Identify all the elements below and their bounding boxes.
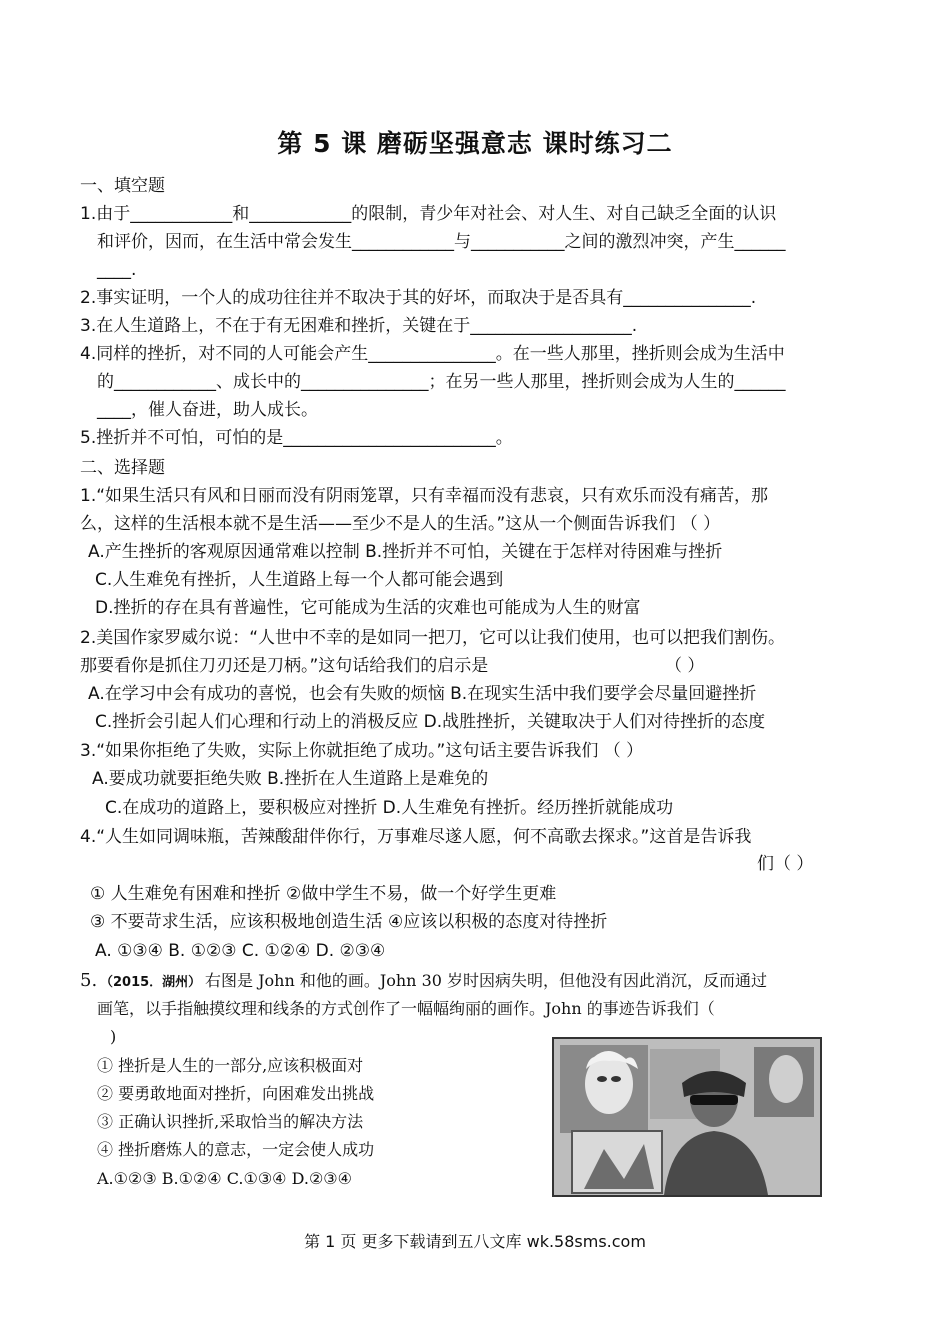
fill-q4-line1: 4.同样的挫折，对不同的人可能会产生_______________。在一些人那里，挫折则会成为生活中 (80, 344, 785, 364)
fill-q4-line3: ____，催人奋进，助人成长。 (97, 400, 318, 420)
choice-q1-option-d: D.挫折的存在具有普遍性，它可能成为生活的灾难也可能成为人生的财富 (95, 598, 641, 618)
fill-q4-line2: 的____________、成长中的_______________；在另一些人那里，挫折则会成为人生的______ (97, 372, 786, 392)
section-heading-fill-blank: 一、填空题 (80, 176, 165, 196)
choice-q5-number: 5. (80, 970, 98, 991)
choice-q2-answer-paren: （ ） (665, 656, 705, 676)
fill-q3: 3.在人生道路上，不在于有无困难和挫折，关键在于___________________. (80, 316, 638, 336)
choice-q1-options-ab: A.产生挫折的客观原因通常难以控制 B.挫折并不可怕，关键在于怎样对待困难与挫折 (88, 542, 723, 562)
john-photo-illustration (554, 1039, 820, 1195)
choice-q2-line2: 那要看你是抓住刀刃还是刀柄。”这句话给我们的启示是 (80, 656, 489, 676)
choice-q5-item1: ① 挫折是人生的一部分,应该积极面对 (97, 1056, 364, 1075)
choice-q4-items-34: ③ 不要苛求生活，应该积极地创造生活 ④应该以积极的态度对待挫折 (90, 912, 608, 932)
choice-q3-line1: 3.“如果你拒绝了失败，实际上你就拒绝了成功。”这句话主要告诉我们 （ ） (80, 741, 644, 761)
choice-q3-options-ab: A.要成功就要拒绝失败 B.挫折在人生道路上是难免的 (92, 769, 489, 789)
choice-q5-item2: ② 要勇敢地面对挫折，向困难发出挑战 (97, 1084, 375, 1103)
choice-q4-items-12: ① 人生难免有困难和挫折 ②做中学生不易，做一个好学生更难 (90, 884, 557, 904)
choice-q2-options-ab: A.在学习中会有成功的喜悦，也会有失败的烦恼 B.在现实生活中我们要学会尽量回避挫折 (88, 684, 757, 704)
page-footer: 第 1 页 更多下载请到五八文库 wk.58sms.com (304, 1232, 646, 1251)
fill-q1-line1: 1.由于____________和____________的限制，青少年对社会、对人生、对自己缺乏全面的认识 (80, 204, 777, 224)
section-heading-multiple-choice: 二、选择题 (80, 458, 165, 478)
fill-q2: 2.事实证明，一个人的成功往往并不取决于其的好坏，而取决于是否具有_______________. (80, 288, 757, 308)
choice-q5-item3: ③ 正确认识挫折,采取恰当的解决方法 (97, 1112, 364, 1131)
fill-q1-line3: ____. (97, 260, 137, 280)
fill-q1-line2: 和评价，因而，在生活中常会发生____________与___________之间的激烈冲突，产生______ (97, 232, 786, 252)
choice-q5-item4: ④ 挫折磨炼人的意志，一定会使人成功 (97, 1140, 375, 1159)
choice-q1-line2: 么，这样的生活根本就不是生活——至少不是人的生活。”这从一个侧面告诉我们 （ ） (80, 514, 721, 534)
choice-q5-line2: 画笔，以手指触摸纹理和线条的方式创作了一幅幅绚丽的画作。John 的事迹告诉我们（ (97, 999, 715, 1018)
choice-q4-options: A. ①③④ B. ①②③ C. ①②④ D. ②③④ (95, 941, 386, 961)
choice-q3-options-cd: C.在成功的道路上，要积极应对挫折 D.人生难免有挫折。经历挫折就能成功 (105, 798, 674, 818)
fill-q5: 5.挫折并不可怕，可怕的是_________________________。 (80, 428, 513, 448)
page-title: 第 5 课 磨砺坚强意志 课时练习二 (277, 129, 673, 158)
choice-q1-line1: 1.“如果生活只有风和日丽而没有阴雨笼罩，只有幸福而没有悲哀，只有欢乐而没有痛苦，那 (80, 486, 769, 506)
choice-q5-line1: 右图是 John 和他的画。John 30 岁时因病失明，但他没有因此消沉，反而通过 (205, 971, 768, 990)
john-photo (552, 1037, 822, 1197)
choice-q5-line3: ) (110, 1027, 117, 1046)
choice-q2-line1: 2.美国作家罗威尔说：“人世中不幸的是如同一把刀，它可以让我们使用，也可以把我们割伤。 (80, 628, 786, 648)
choice-q5-options: A.①②③ B.①②④ C.①③④ D.②③④ (97, 1169, 352, 1188)
choice-q4-line1: 4.“人生如同调味瓶，苦辣酸甜伴你行，万事难尽遂人愿，何不高歌去探求。”这首是告诉我 (80, 827, 752, 847)
choice-q1-option-c: C.人生难免有挫折，人生道路上每一个人都可能会遇到 (95, 570, 504, 590)
choice-q5-source: （2015．湖州） (100, 975, 202, 990)
choice-q4-line2: 们（ ） (757, 854, 814, 874)
choice-q2-options-cd: C.挫折会引起人们心理和行动上的消极反应 D.战胜挫折，关键取决于人们对待挫折的态度 (95, 712, 766, 732)
